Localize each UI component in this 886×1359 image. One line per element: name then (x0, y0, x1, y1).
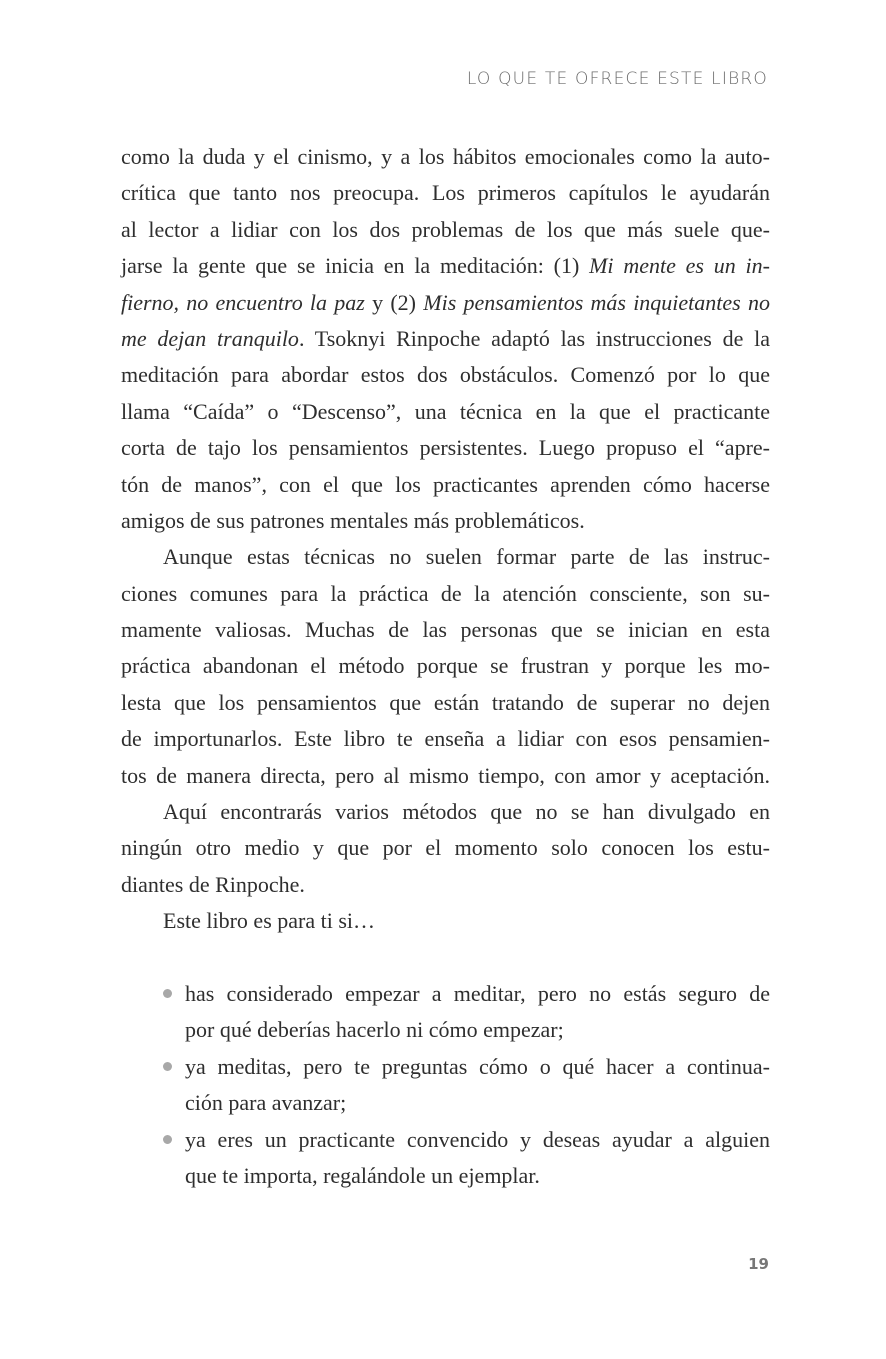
text-line: ciones comunes para la práctica de la atención consciente, son su- (121, 580, 770, 606)
list-item (121, 1122, 770, 1195)
text-line: ningún otro medio y que por el momento solo conocen los estu- (121, 835, 770, 861)
text-run: y (2) (364, 289, 424, 315)
text-line: ción para avanzar; (185, 1090, 347, 1116)
text-line: ya eres un practicante convencido y deseas ayudar a alguien (185, 1126, 770, 1152)
text-line: has considerado empezar a meditar, pero no estás seguro de (185, 981, 770, 1006)
text-line: al lector a lidiar con los dos problemas de los que más suele que- (121, 216, 770, 242)
text-line: corta de tajo los pensamientos persistentes. Luego propuso el “apre- (121, 435, 770, 461)
text-line: Este libro es para ti si… (163, 908, 376, 934)
text-line (121, 321, 770, 357)
text-line: como la duda y el cinismo, y a los hábitos emocionales como la auto- (121, 144, 770, 169)
text-line: amigos de sus patrones mentales más problemáticos. (121, 507, 585, 533)
list-item (121, 1049, 770, 1122)
text-line: tón de manos”, con el que los practicantes aprenden cómo hacerse (121, 471, 770, 497)
italic-quote: Mis pensamientos más inquietantes no (423, 289, 770, 315)
text-line: crítica que tanto nos preocupa. Los primeros capítulos le ayudarán (121, 180, 770, 206)
text-line (121, 248, 770, 284)
text-line: llama “Caída” o “Descenso”, una técnica en la que el practicante (121, 398, 770, 424)
bullet-icon (163, 1062, 172, 1071)
italic-quote: Mi mente es un in- (589, 253, 771, 279)
italic-quote: me dejan tranquilo (121, 325, 299, 351)
text-line: Aunque estas técnicas no suelen formar parte de las instruc- (163, 544, 770, 570)
text-line: lesta que los pensamientos que están tratando de superar no dejen (121, 689, 770, 715)
bullet-icon (163, 1135, 172, 1144)
text-line: Aquí encontrarás varios métodos que no se han divulgado en (163, 799, 770, 825)
text-line: ya meditas, pero te preguntas cómo o qué hacer a continua- (185, 1053, 770, 1079)
list-item (121, 976, 770, 1049)
bullet-list (121, 976, 770, 1194)
text-line: por qué deberías hacerlo ni cómo empezar; (185, 1017, 564, 1043)
paragraph-4 (121, 903, 770, 939)
text-line: práctica abandonan el método porque se frustran y porque les mo- (121, 653, 770, 679)
running-head: LO QUE TE OFRECE ESTE LIBRO (466, 69, 768, 89)
bullet-icon (163, 989, 172, 998)
paragraph-1 (121, 139, 770, 539)
text-line (121, 285, 770, 321)
paragraph-2 (121, 539, 770, 794)
text-line: diantes de Rinpoche. (121, 871, 305, 897)
text-line: mamente valiosas. Muchas de las personas que se inician en esta (121, 617, 770, 643)
text-line: de importunarlos. Este libro te enseña a lidiar con esos pensamien- (121, 726, 770, 752)
text-line: meditación para abordar estos dos obstáculos. Comenzó por lo que (121, 362, 770, 388)
text-line: tos de manera directa, pero al mismo tiempo, con amor y aceptación. (121, 762, 770, 788)
text-run: . Tsoknyi Rinpoche adaptó las instrucciones de la (298, 325, 770, 351)
body-text (121, 139, 770, 940)
paragraph-3 (121, 794, 770, 903)
text-run: jarse la gente que se inicia en la meditación: (1) (121, 253, 590, 279)
italic-quote: fierno, no encuentro la paz (121, 289, 365, 315)
text-line: que te importa, regalándole un ejemplar. (185, 1162, 540, 1188)
page-number: 19 (748, 1255, 769, 1273)
